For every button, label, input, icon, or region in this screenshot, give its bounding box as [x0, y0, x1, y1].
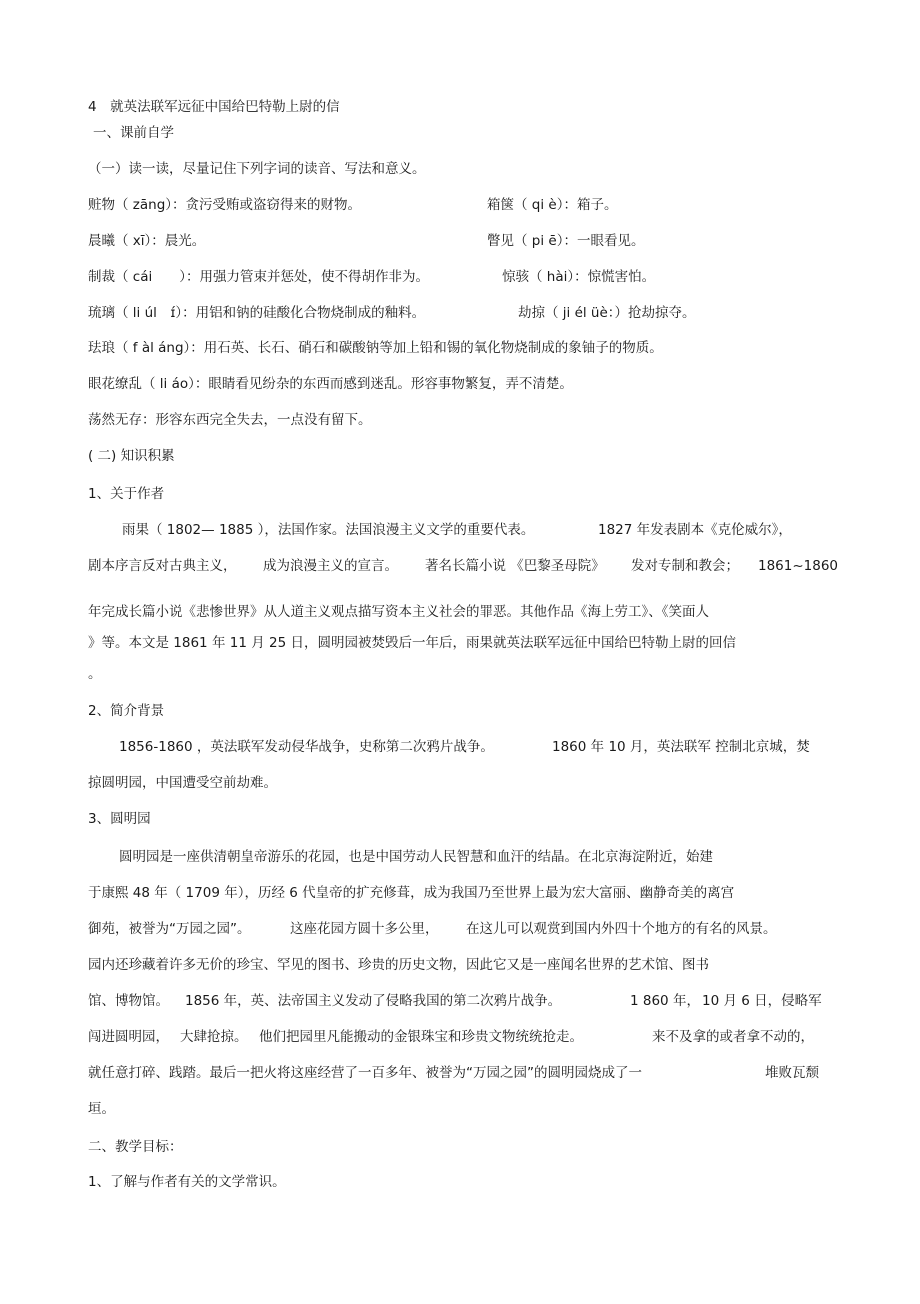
vocab-item: 琉璃（ li úl ɪ́）：用铝和钠的硅酸化合物烧制成的釉料。 [88, 305, 426, 321]
vocab-item: 惊骇（ hài）：惊慌害怕。 [502, 269, 656, 285]
author-text: 著名长篇小说 《巴黎圣母院》 [425, 558, 605, 574]
author-text: 成为浪漫主义的宣言。 [263, 558, 398, 574]
yuanmingyuan-text: 于康熙 48 年（ 1709 年），历经 6 代皇帝的扩充修葺，成为我国乃至世界上最为宏大富丽、幽静奇美的离宫 [88, 885, 735, 901]
author-text: 1861~1860 [758, 558, 839, 574]
background-text: 1860 年 10 月，英法联军 控制北京城，焚 [552, 739, 810, 755]
author-heading: 1、关于作者 [88, 486, 165, 502]
background-text: 掠圆明园，中国遭受空前劫难。 [88, 775, 277, 791]
yuanmingyuan-text: 圆明园是一座供清朝皇帝游乐的花园，也是中国劳动人民智慧和血汗的结晶。在北京海淀附近，始建 [119, 849, 713, 865]
yuanmingyuan-text: 闯进圆明园， [88, 1029, 169, 1045]
yuanmingyuan-text: 10 月 6 日，侵略军 [702, 993, 822, 1009]
vocab-item: 晨曦（ xī）：晨光。 [88, 233, 206, 249]
section1-heading: 一、课前自学 [93, 125, 174, 141]
section2-heading: 二、教学目标： [88, 1139, 183, 1155]
yuanmingyuan-text: 馆、博物馆。 [88, 993, 169, 1009]
author-text: 。 [88, 666, 102, 682]
yuanmingyuan-heading: 3、圆明园 [88, 811, 151, 827]
yuanmingyuan-text: 堆败瓦颓 [765, 1065, 819, 1081]
vocab-item: 劫掠（ ji él üè：）抢劫掠夺。 [518, 305, 696, 321]
background-heading: 2、简介背景 [88, 703, 165, 719]
vocab-item: 箱箧（ qi è）：箱子。 [487, 197, 618, 213]
author-text: 年完成长篇小说《悲惨世界》从人道主义观点描写资本主义社会的罪恶。其他作品《海上劳工》、《笑面人 [88, 604, 709, 620]
yuanmingyuan-text: 1 860 年， [630, 993, 700, 1009]
vocab-item: 珐琅（ f àl áng）：用石英、长石、硝石和碳酸钠等加上铅和锡的氧化物烧制成的象铀子的物质。 [88, 340, 663, 356]
author-text: 1827 年发表剧本《克伦威尔》， [598, 522, 792, 538]
yuanmingyuan-text: 垣。 [88, 1101, 115, 1117]
author-text: 雨果（ 1802— 1885 ），法国作家。法国浪漫主义文学的重要代表。 [122, 522, 535, 538]
background-text: 1856-1860 ，英法联军发动侵华战争，史称第二次鸦片战争。 [119, 739, 494, 755]
vocab-item: 荡然无存：形容东西完全失去，一点没有留下。 [88, 412, 372, 428]
yuanmingyuan-text: 1856 年，英、法帝国主义发动了侵略我国的第二次鸦片战争。 [185, 993, 562, 1009]
yuanmingyuan-text: 来不及拿的或者拿不动的， [652, 1029, 814, 1045]
goal-item: 1、了解与作者有关的文学常识。 [88, 1174, 286, 1190]
yuanmingyuan-text: 这座花园方圆十多公里， [290, 921, 439, 937]
yuanmingyuan-text: 园内还珍藏着许多无价的珍宝、罕见的图书、珍贵的历史文物，因此它又是一座闻名世界的艺术馆、图书 [88, 957, 709, 973]
document-title: 4 就英法联军远征中国给巴特勒上尉的信 [88, 99, 340, 115]
part2-heading: ( 二) 知识积累 [88, 448, 175, 464]
yuanmingyuan-text: 御苑，被誉为“万园之园”。 [88, 921, 251, 937]
author-text: 发对专制和教会； [631, 558, 739, 574]
vocab-item: 眼花缭乱（ li áo）：眼睛看见纷杂的东西而感到迷乱。形容事物繁复，弄不清楚。 [88, 376, 573, 392]
yuanmingyuan-text: 在这儿可以观赏到国内外四十个地方的有名的风景。 [466, 921, 777, 937]
yuanmingyuan-text: 大肆抢掠。 [180, 1029, 248, 1045]
author-text: 剧本序言反对古典主义， [88, 558, 237, 574]
vocab-item: 赃物（ zāng）：贪污受贿或盗窃得来的财物。 [88, 197, 362, 213]
yuanmingyuan-text: 他们把园里凡能搬动的金银珠宝和珍贵文物统统抢走。 [259, 1029, 583, 1045]
vocab-item: 瞥见（ pi ē）：一眼看见。 [487, 233, 645, 249]
yuanmingyuan-text: 就任意打碎、践踏。最后一把火将这座经营了一百多年、被誉为“万园之园”的圆明园烧成了一 [88, 1065, 642, 1081]
part1-heading: （一）读一读，尽量记住下列字词的读音、写法和意义。 [88, 161, 426, 177]
author-text: 》等。本文是 1861 年 11 月 25 日，圆明园被焚毁后一年后，雨果就英法联军远征中国给巴特勒上尉的回信 [88, 635, 736, 651]
vocab-item: 制裁（ cái ）：用强力管束并惩处，使不得胡作非为。 [88, 269, 429, 285]
